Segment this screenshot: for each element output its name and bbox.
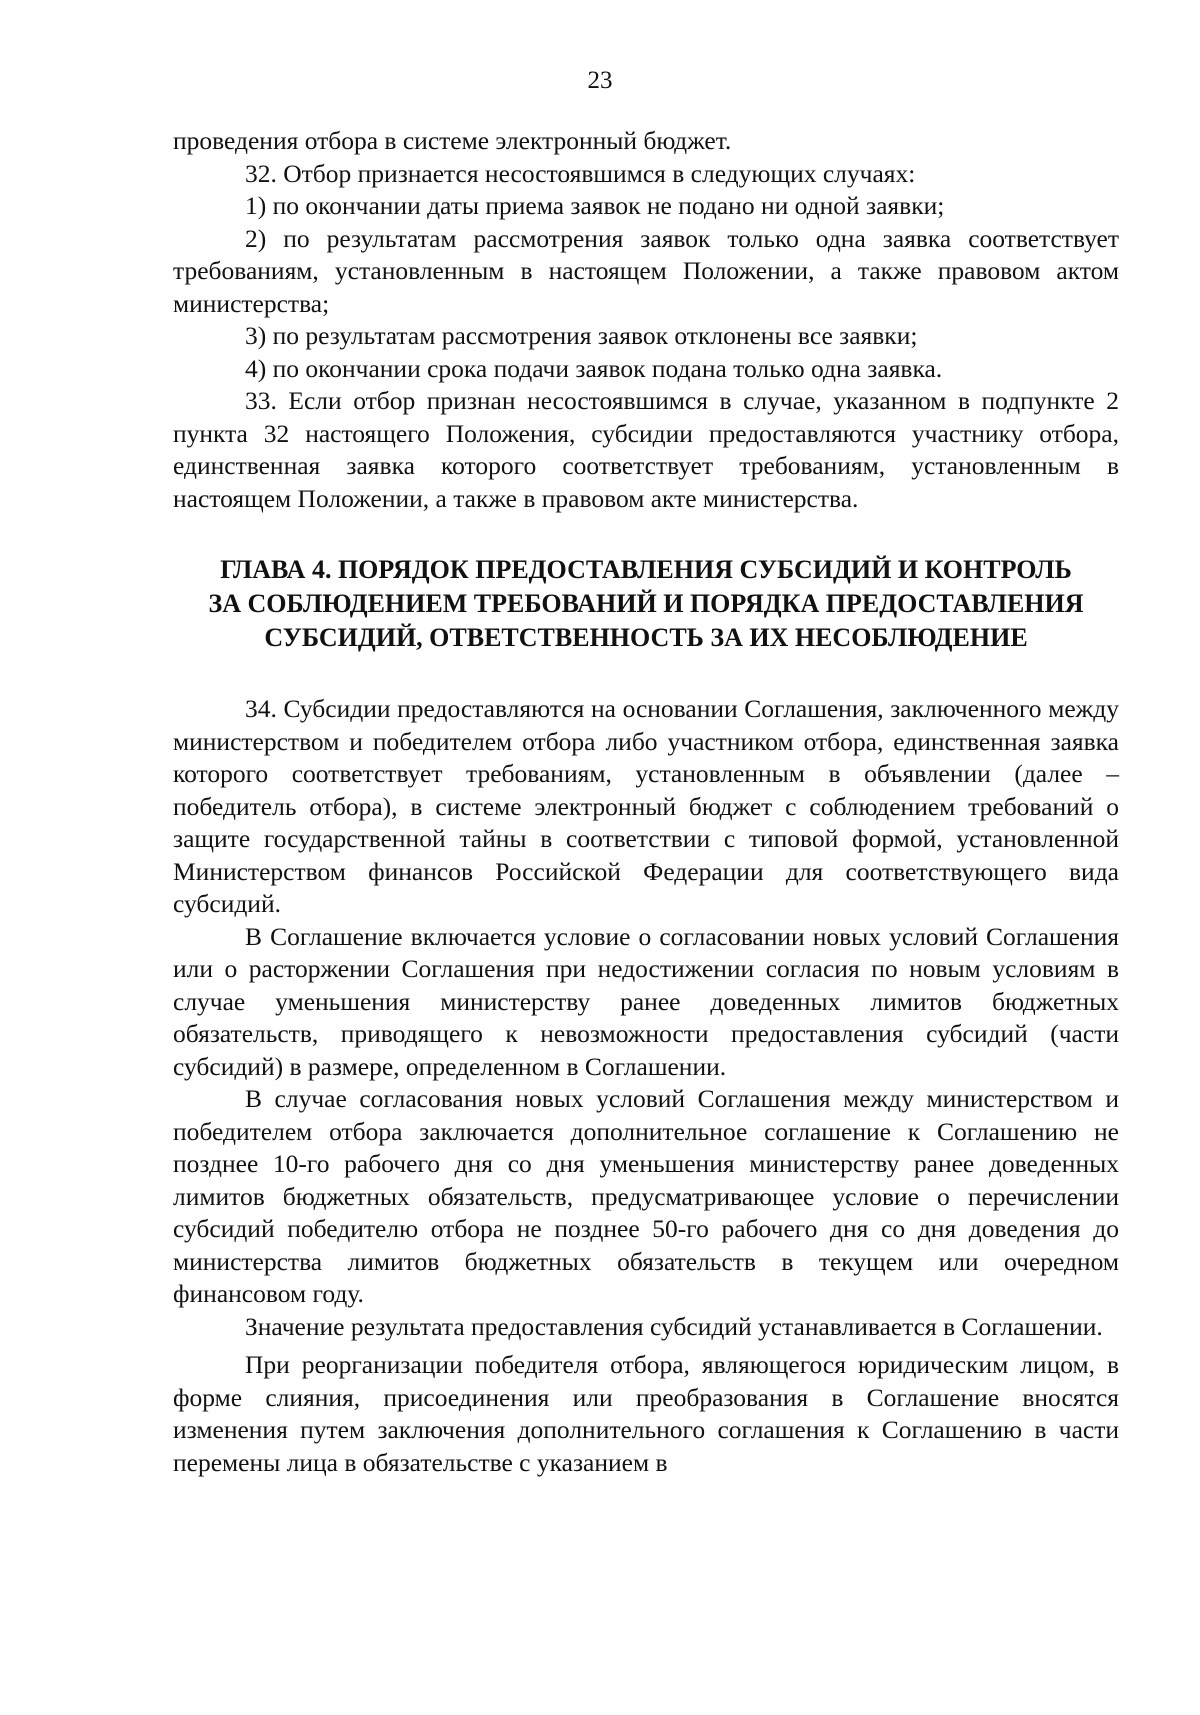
paragraph-continuation: проведения отбора в системе электронный бюджет. — [173, 126, 732, 155]
paragraph-subitem-3: 3) по результатам рассмотрения заявок отклонены все заявки; — [245, 321, 918, 350]
paragraph-subitem-1: 1) по окончании даты приема заявок не подано ни одной заявки; — [245, 191, 945, 220]
paragraph-item-32: 32. Отбор признается несостоявшимся в следующих случаях: — [245, 158, 916, 188]
document-body — [173, 125, 1119, 1479]
chapter-heading — [173, 553, 1119, 655]
paragraph-result-value: Значение результата предоставления субсидий устанавливается в Соглашении. — [245, 1311, 1103, 1341]
paragraph-subitem-2: 2) по результатам рассмотрения заявок только одна заявка соответствует требованиям, установленным в настоящем Положении, а также правовом актом министерства; — [173, 223, 1119, 318]
paragraph-item-33: 33. Если отбор признан несостоявшимся в случае, указанном в подпункте 2 пункта 32 настоящего Положения, субсидии предоставляются участнику отбора, единственная заявка которого соответствует требованиям, установленным в настоящем Положении, а также в правовом акте министерства. — [173, 386, 1119, 513]
chapter-heading-line: СУБСИДИЙ, ОТВЕТСТВЕННОСТЬ ЗА ИХ НЕСОБЛЮДЕНИЕ — [264, 623, 1028, 652]
paragraph-item-34: 34. Субсидии предоставляются на основании Соглашения, заключенного между министерством и победителем отбора либо участником отбора, единственная заявка которого соответствует требованиям, установленным в объявлении (далее – победитель отбора), в системе электронный бюджет с соблюдением требований о защите государственной тайны в соответствии с типовой формой, установленной Министерством финансов Российской Федерации для соответствующего вида субсидий. — [173, 694, 1119, 918]
chapter-heading-line: ГЛАВА 4. ПОРЯДОК ПРЕДОСТАВЛЕНИЯ СУБСИДИЙ И КОНТРОЛЬ — [220, 555, 1072, 584]
paragraph-agreement-terms: В Соглашение включается условие о согласовании новых условий Соглашения или о расторжении Соглашения при недостижении согласия по новым условиям в случае уменьшения министерству ранее доведенных лимитов бюджетных обязательств, приводящего к невозможности предоставления субсидий (части субсидий) в размере, определенном в Соглашении. — [173, 921, 1119, 1081]
paragraph-new-conditions: В случае согласования новых условий Соглашения между министерством и победителем отбора заключается дополнительное соглашение к Соглашению не позднее 10-го рабочего дня со дня уменьшения министерству ранее доведенных лимитов бюджетных обязательств, предусматривающее условие о перечислении субсидий победителю отбора не позднее 50-го рабочего дня со дня доведения до министерства лимитов бюджетных обязательств в текущем или очередном финансовом году. — [173, 1084, 1119, 1308]
page-number: 23 — [587, 67, 613, 94]
chapter-heading-line: ЗА СОБЛЮДЕНИЕМ ТРЕБОВАНИЙ И ПОРЯДКА ПРЕДОСТАВЛЕНИЯ — [208, 589, 1084, 618]
paragraph-subitem-4: 4) по окончании срока подачи заявок подана только одна заявка. — [245, 353, 943, 383]
paragraph-reorganization: При реорганизации победителя отбора, являющегося юридическим лицом, в форме слияния, присоединения или преобразования в Соглашение вносятся изменения путем заключения дополнительного соглашения к Соглашению в части перемены лица в обязательстве с указанием в — [173, 1350, 1119, 1477]
